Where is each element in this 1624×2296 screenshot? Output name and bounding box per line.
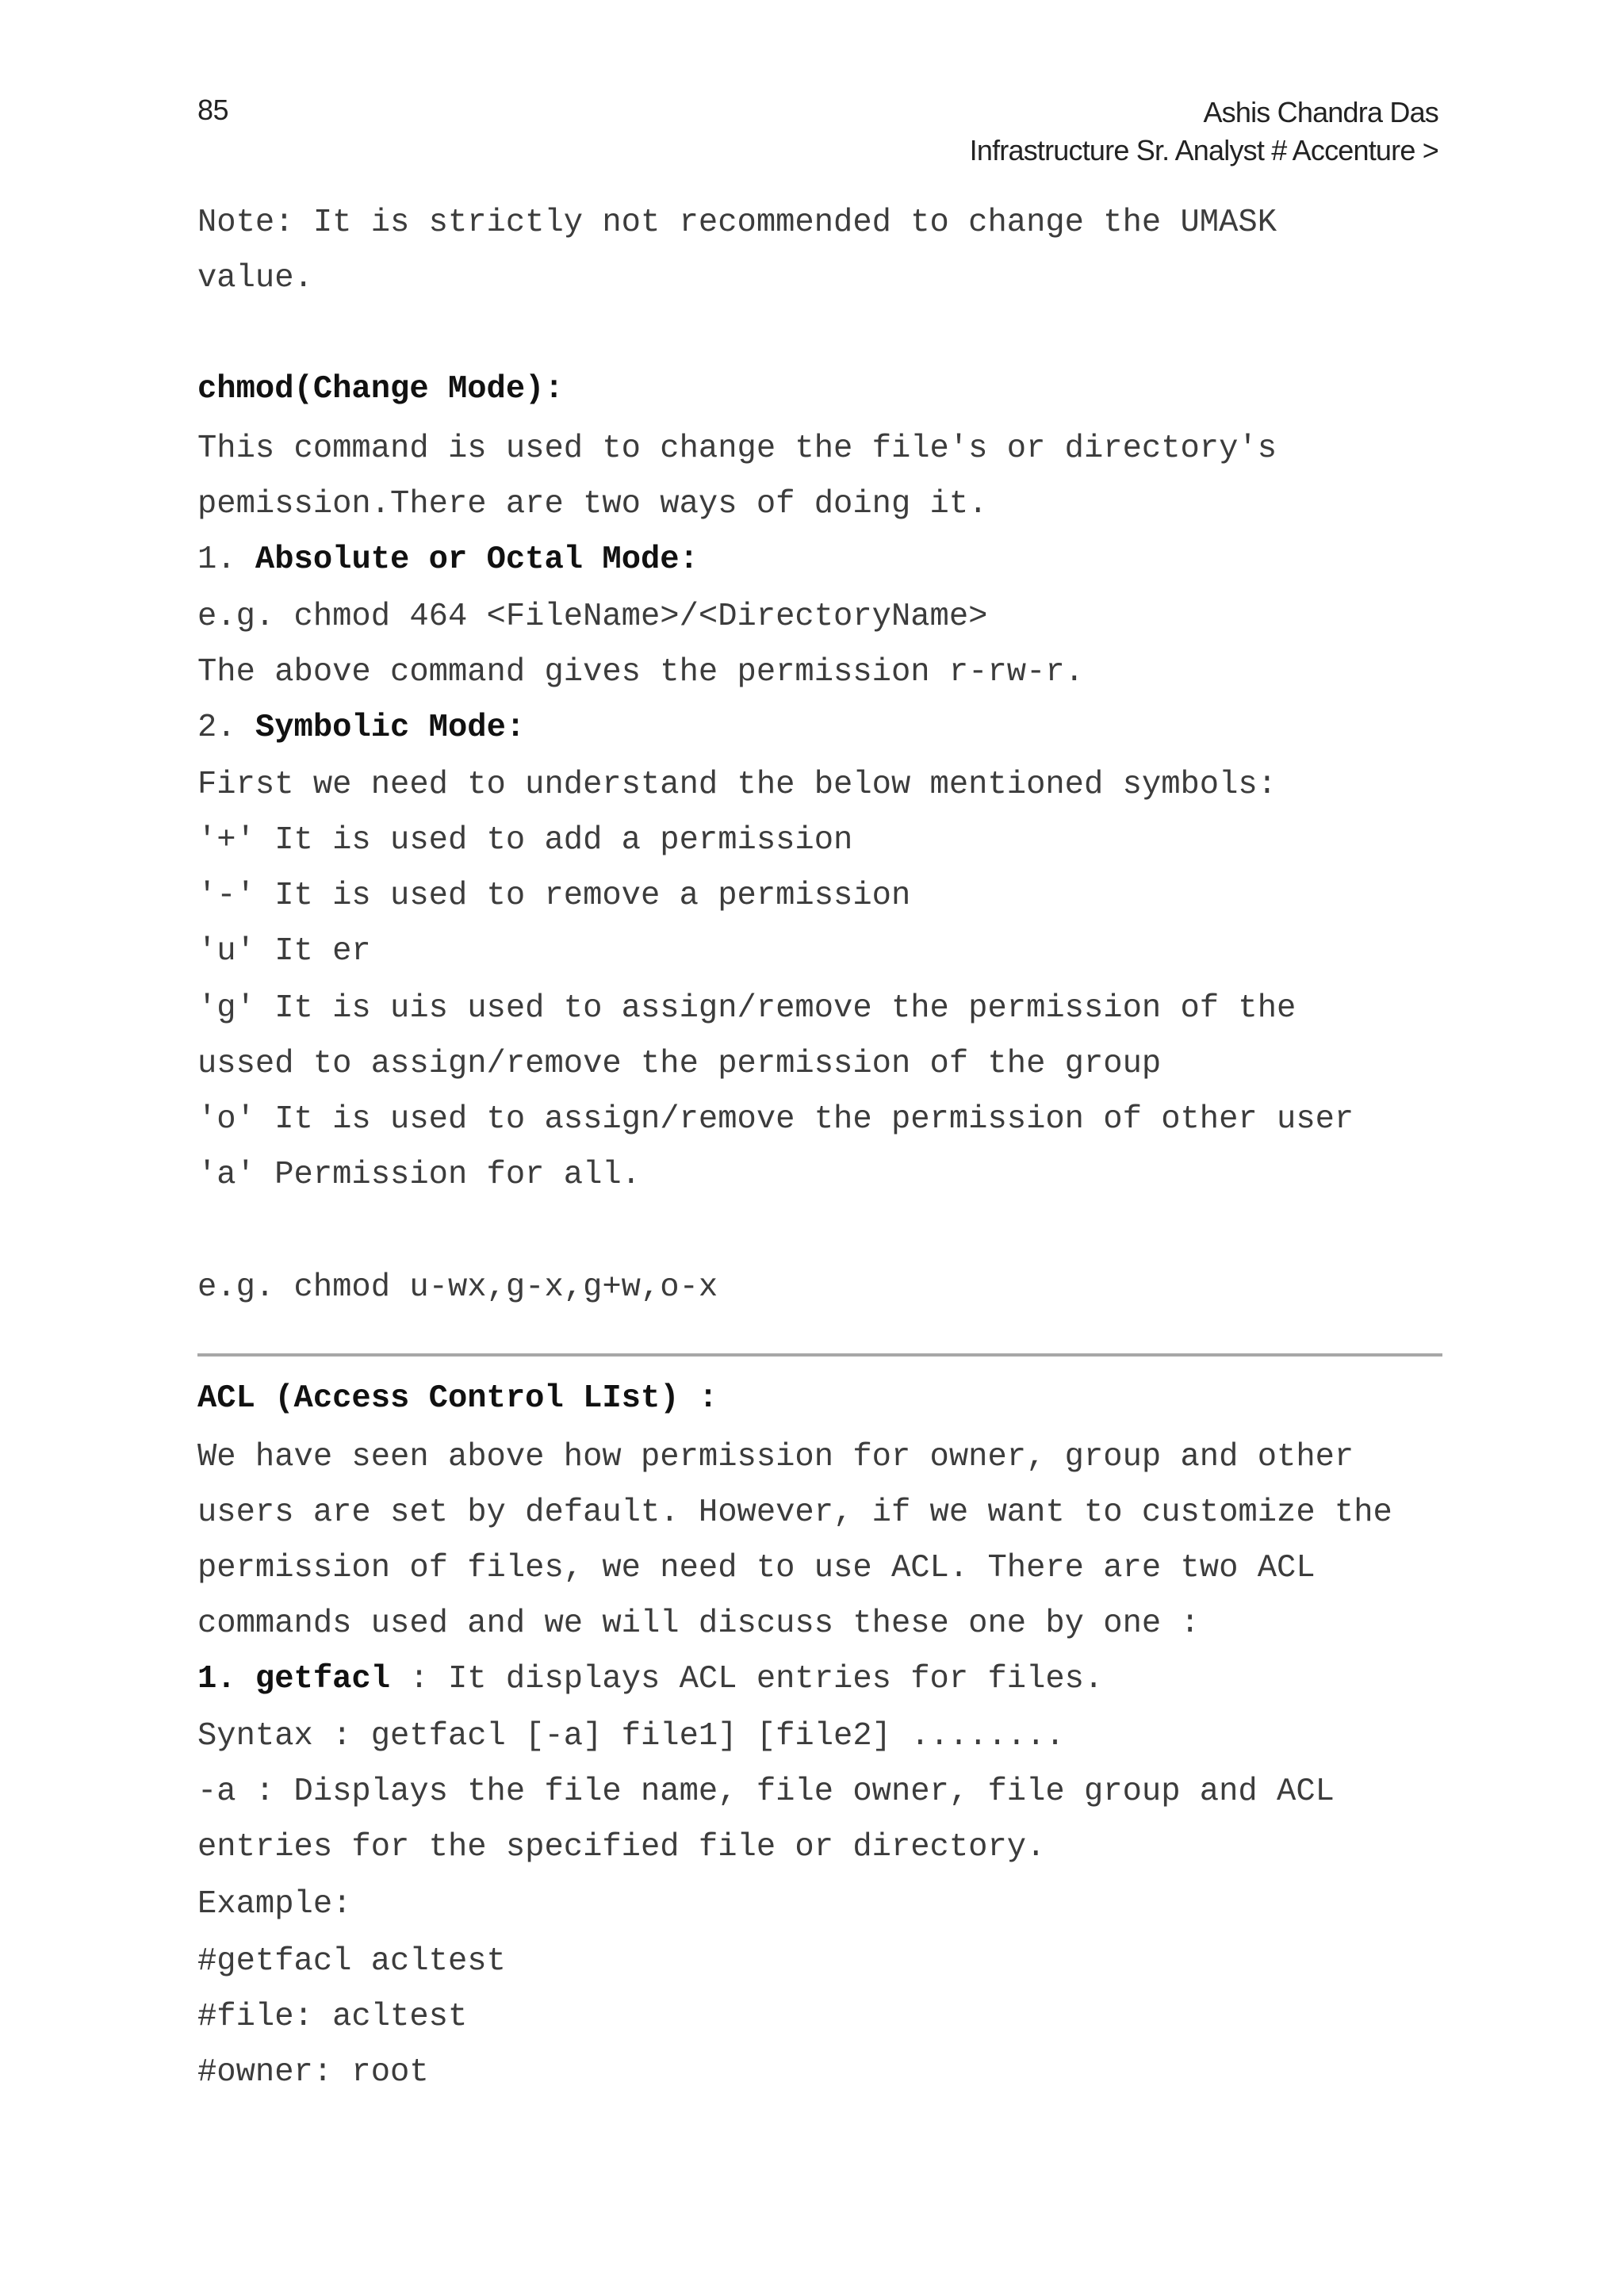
header-author: Ashis Chandra Das (1203, 96, 1438, 128)
symbol-minus: '-' It is used to remove a permission (197, 878, 911, 914)
header-affiliation: Infrastructure Sr. Analyst # Accenture > (969, 134, 1438, 166)
acl-heading: ACL (Access Control LIst) : (197, 1380, 718, 1417)
note-line-2: value. (197, 260, 313, 297)
getfacl-heading: 1. getfacl : It displays ACL entries for files. (197, 1661, 1104, 1697)
absolute-mode-result: The above command gives the permission r-rw-r. (197, 654, 1084, 691)
symbol-u: 'u' It er (197, 933, 371, 970)
page-number: 85 (197, 94, 229, 126)
symbolic-mode-heading: 2. Symbolic Mode: (197, 710, 526, 746)
symbol-o: 'o' It is used to assign/remove the permission of other user (197, 1101, 1354, 1138)
symbols-intro: First we need to understand the below mentioned symbols: (197, 767, 1277, 803)
getfacl-syntax: Syntax : getfacl [-a] file1] [file2] ........ (197, 1718, 1065, 1755)
running-header (970, 94, 1438, 170)
getfacl-option-a-line-2: entries for the specified file or directory. (197, 1829, 1046, 1866)
acl-para-line-3: permission of files, we need to use ACL. There are two ACL (197, 1550, 1316, 1586)
example-line-3: #owner: root (197, 2054, 429, 2091)
acl-para-line-1: We have seen above how permission for owner, group and other (197, 1439, 1354, 1475)
symbol-plus: '+' It is used to add a permission (197, 822, 853, 859)
example-line-2: #file: acltest (197, 1999, 468, 2035)
example-line-1: #getfacl acltest (197, 1943, 506, 1980)
chmod-heading: chmod(Change Mode): (197, 371, 564, 408)
symbol-g-line-2: ussed to assign/remove the permission of the group (197, 1046, 1162, 1082)
symbolic-example: e.g. chmod u-wx,g-x,g+w,o-x (197, 1269, 718, 1306)
chmod-desc-1: This command is used to change the file's or directory's (197, 430, 1277, 467)
getfacl-option-a-line-1: -a : Displays the file name, file owner, file group and ACL (197, 1774, 1335, 1810)
acl-para-line-2: users are set by default. However, if we want to customize the (197, 1494, 1392, 1531)
absolute-mode-example: e.g. chmod 464 <FileName>/<DirectoryName> (197, 599, 988, 635)
symbol-g-line-1: 'g' It is uis used to assign/remove the permission of the (197, 990, 1297, 1027)
note-line-1: Note: It is strictly not recommended to change the UMASK (197, 205, 1277, 241)
symbol-a: 'a' Permission for all. (197, 1157, 641, 1193)
chmod-desc-2: pemission.There are two ways of doing it. (197, 486, 988, 522)
acl-para-line-4: commands used and we will discuss these one by one : (197, 1605, 1200, 1642)
absolute-mode-heading: 1. Absolute or Octal Mode: (197, 541, 699, 578)
example-label: Example: (197, 1886, 352, 1923)
section-divider (197, 1353, 1442, 1357)
